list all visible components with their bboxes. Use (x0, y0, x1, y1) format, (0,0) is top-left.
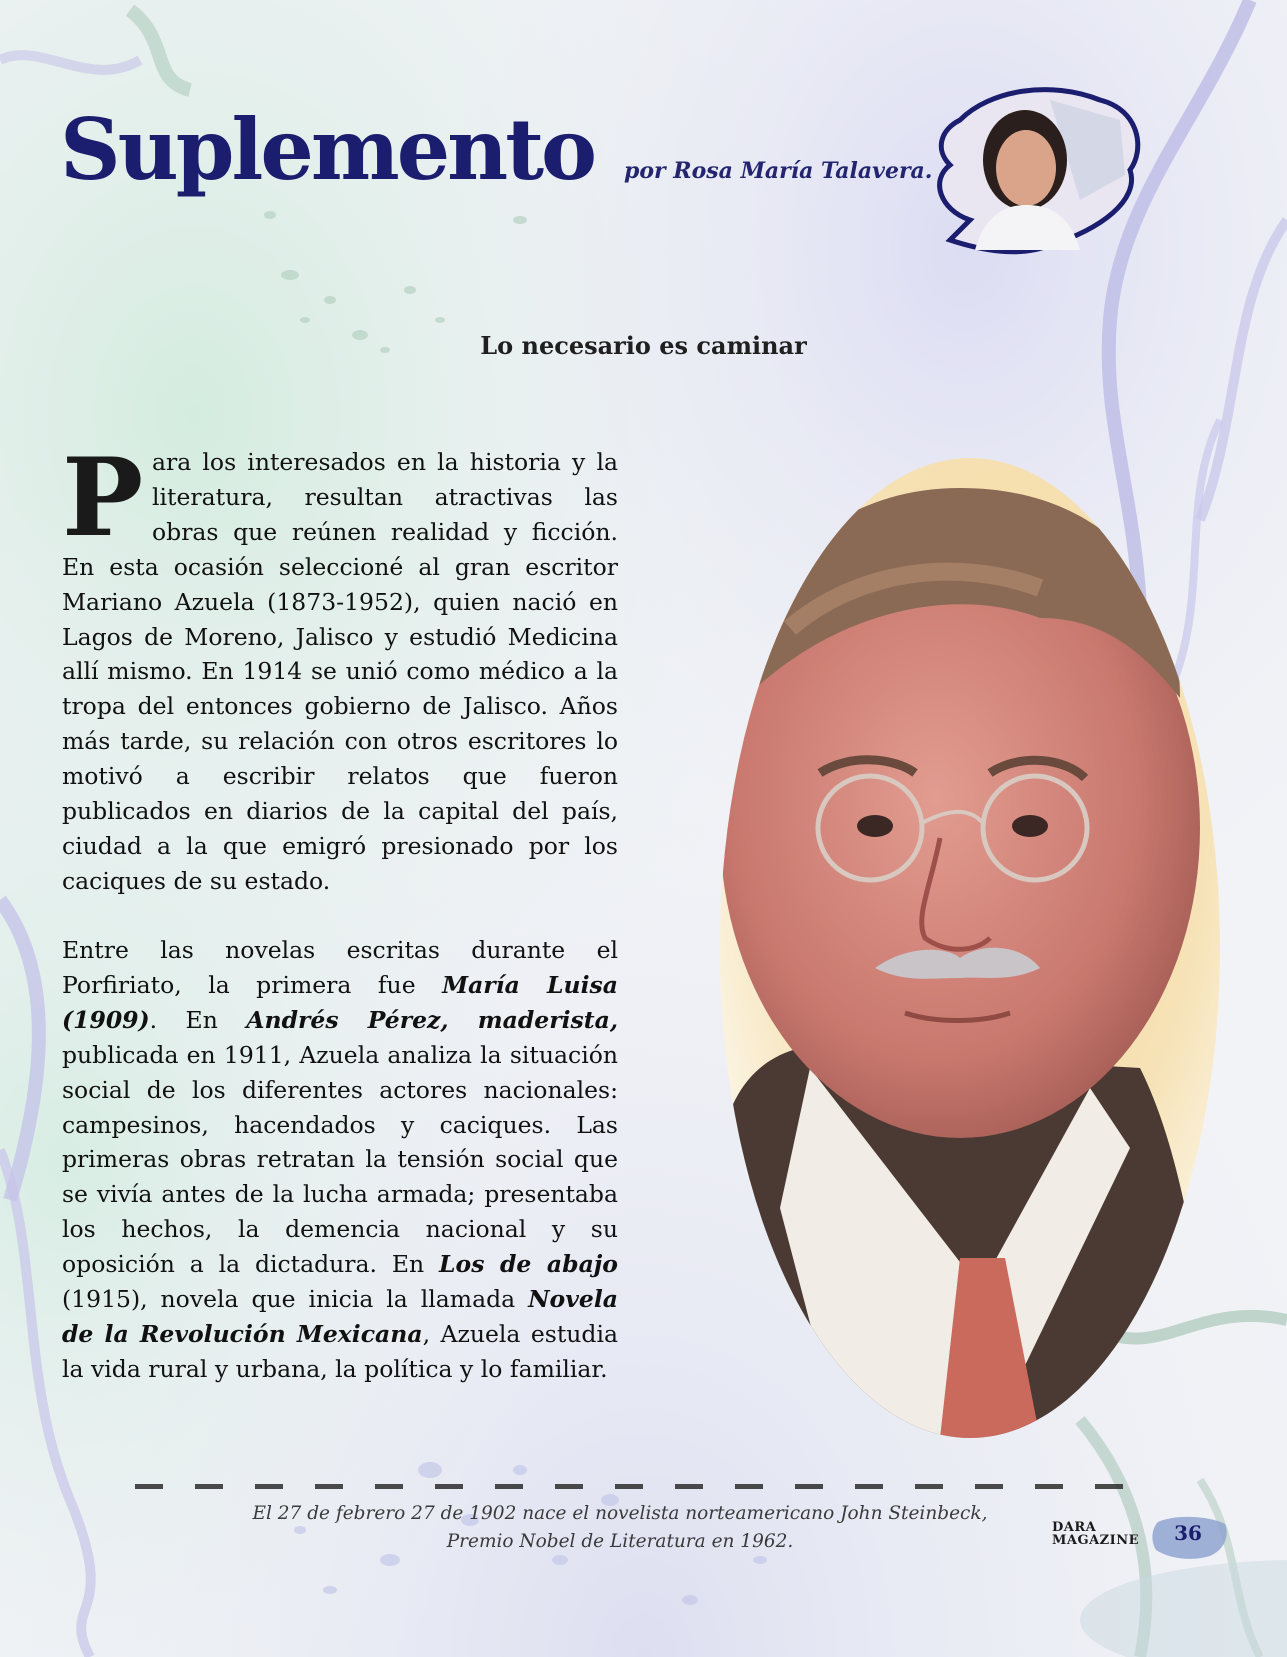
brand-line-2: MAGAZINE (1052, 1533, 1140, 1548)
book-title-andres-perez: Andrés Pérez, maderista, (246, 1005, 618, 1034)
masthead-title: Suplemento (60, 100, 595, 199)
drop-cap: P (62, 435, 144, 561)
paragraph-2-text: . En (149, 1005, 247, 1034)
footer-note (180, 1500, 1060, 1556)
article-title: Lo necesario es caminar (480, 331, 807, 360)
page-number: 36 (1174, 1521, 1202, 1545)
paragraph-2-text: Entre las novelas escritas durante el Porfiriato, la primera fue (62, 936, 618, 999)
footer-divider (135, 1484, 1155, 1489)
paragraph-2-text: publicada en 1911, Azuela analiza la situación social de los diferentes actores nacionales: campesinos, hacendados y caciques. Las primeras obras retratan la tensión social que se vivía antes de la lucha armada; presentaba los hechos, la demencia nacional y su oposición a la dictadura. En (62, 1040, 618, 1279)
genre-name: Novela de la Revolución Mexicana (62, 1285, 618, 1348)
author-photo (930, 80, 1150, 260)
article-paragraph-1 (62, 435, 618, 899)
book-title-maria-luisa: María Luisa (1909) (62, 970, 618, 1034)
brand-logo (1052, 1521, 1139, 1547)
paragraph-2-text: (1915), novela que inicia la llamada (62, 1285, 529, 1314)
paragraph-1-text: ara los interesados en la historia y la literatura, resultan atractivas las obras que reúnen realidad y ficción. En esta ocasión seleccioné al gran escritor Mariano Azuela (1873-1952), quien nació en Lagos de Moreno, Jalisco y estudió Medicina allí mismo. En 1914 se unió como médico a la tropa del entonces gobierno de Jalisco. Años más tarde, su relación con otros escritores lo motivó a escribir relatos que fueron publicados en diarios de la capital del país, ciudad a la que emigró presionado por los caciques de su estado. (62, 448, 618, 895)
author-byline: por Rosa María Talavera. (624, 158, 933, 184)
footer-note-line-2: Premio Nobel de Literatura en 1962. (446, 1531, 794, 1552)
subject-portrait (660, 448, 1220, 1438)
article-paragraph-2 (62, 933, 618, 1387)
book-title-los-de-abajo: Los de abajo (439, 1250, 618, 1279)
brand-line-1: DARA (1052, 1520, 1097, 1535)
paragraph-2-text: , Azuela estudia la vida rural y urbana, la política y lo familiar. (62, 1319, 618, 1383)
footer-note-line-1: El 27 de febrero 27 de 1902 nace el novelista norteamericano John Steinbeck, (252, 1503, 988, 1524)
